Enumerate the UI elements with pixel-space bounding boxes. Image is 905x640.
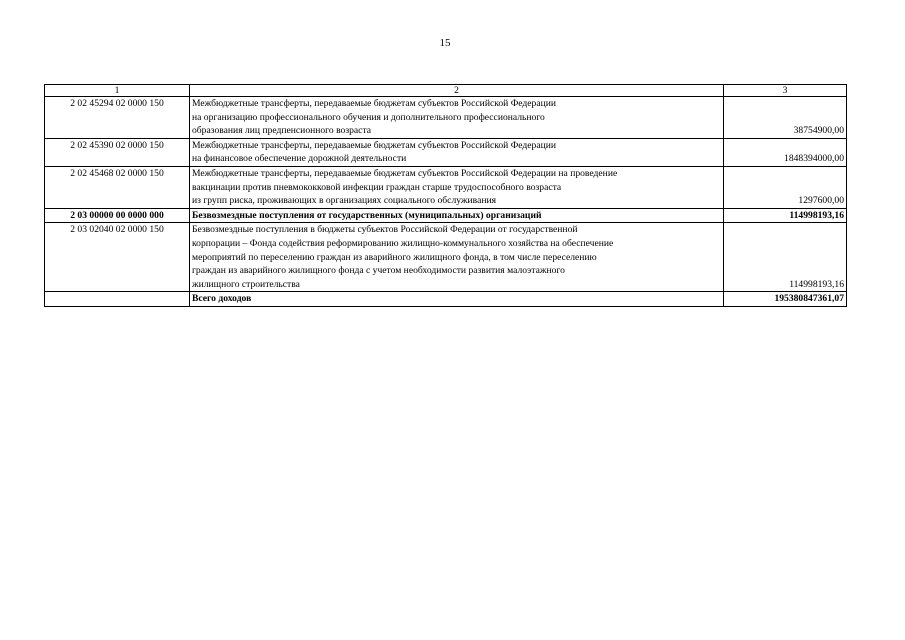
header-col-2: 2 <box>190 85 724 97</box>
table-row <box>45 97 847 139</box>
header-col-3: 3 <box>724 85 847 97</box>
row-amount: 114998193,16 <box>724 223 847 292</box>
row-code: 2 02 45294 02 0000 150 <box>45 97 190 139</box>
row-code: 2 02 45390 02 0000 150 <box>45 138 190 166</box>
table-row <box>45 138 847 166</box>
row-description: Межбюджетные трансферты, передаваемые бюджетам субъектов Российской Федерации на финансовое обеспечение дорожной деятельности <box>190 138 724 166</box>
row-amount: 1848394000,00 <box>724 138 847 166</box>
row-code <box>45 292 190 307</box>
row-code: 2 02 45468 02 0000 150 <box>45 166 190 208</box>
row-description: Межбюджетные трансферты, передаваемые бюджетам субъектов Российской Федерации на проведение вакцинации против пневмококковой инфекции граждан старше трудоспособного возраста из групп риска, проживающих в организациях социального обслуживания <box>190 166 724 208</box>
row-code: 2 03 00000 00 0000 000 <box>45 208 190 223</box>
total-label: Всего доходов <box>190 292 724 307</box>
row-description: Межбюджетные трансферты, передаваемые бюджетам субъектов Российской Федерации на организацию профессионального обучения и дополнительного профессионального образования лиц предпенсионного возраста <box>190 97 724 139</box>
row-description: Безвозмездные поступления в бюджеты субъектов Российской Федерации от государственной корпорации – Фонда содействия реформированию жилищно-коммунального хозяйства на обеспечение мероприятий по переселению граждан из аварийного жилищного фонда, в том числе переселению граждан из аварийного жилищного фонда с учетом необходимости развития малоэтажного жилищного строительства <box>190 223 724 292</box>
header-col-1: 1 <box>45 85 190 97</box>
row-amount: 114998193,16 <box>724 208 847 223</box>
row-description: Безвозмездные поступления от государственных (муниципальных) организаций <box>190 208 724 223</box>
row-amount: 38754900,00 <box>724 97 847 139</box>
total-amount: 195380847361,07 <box>724 292 847 307</box>
table-header-row <box>45 85 847 97</box>
row-amount: 1297600,00 <box>724 166 847 208</box>
page-number: 15 <box>439 37 451 49</box>
table-row <box>45 223 847 292</box>
table-row-subtotal <box>45 208 847 223</box>
revenue-table <box>44 84 847 307</box>
table-row <box>45 166 847 208</box>
table-row-total <box>45 292 847 307</box>
row-code: 2 03 02040 02 0000 150 <box>45 223 190 292</box>
